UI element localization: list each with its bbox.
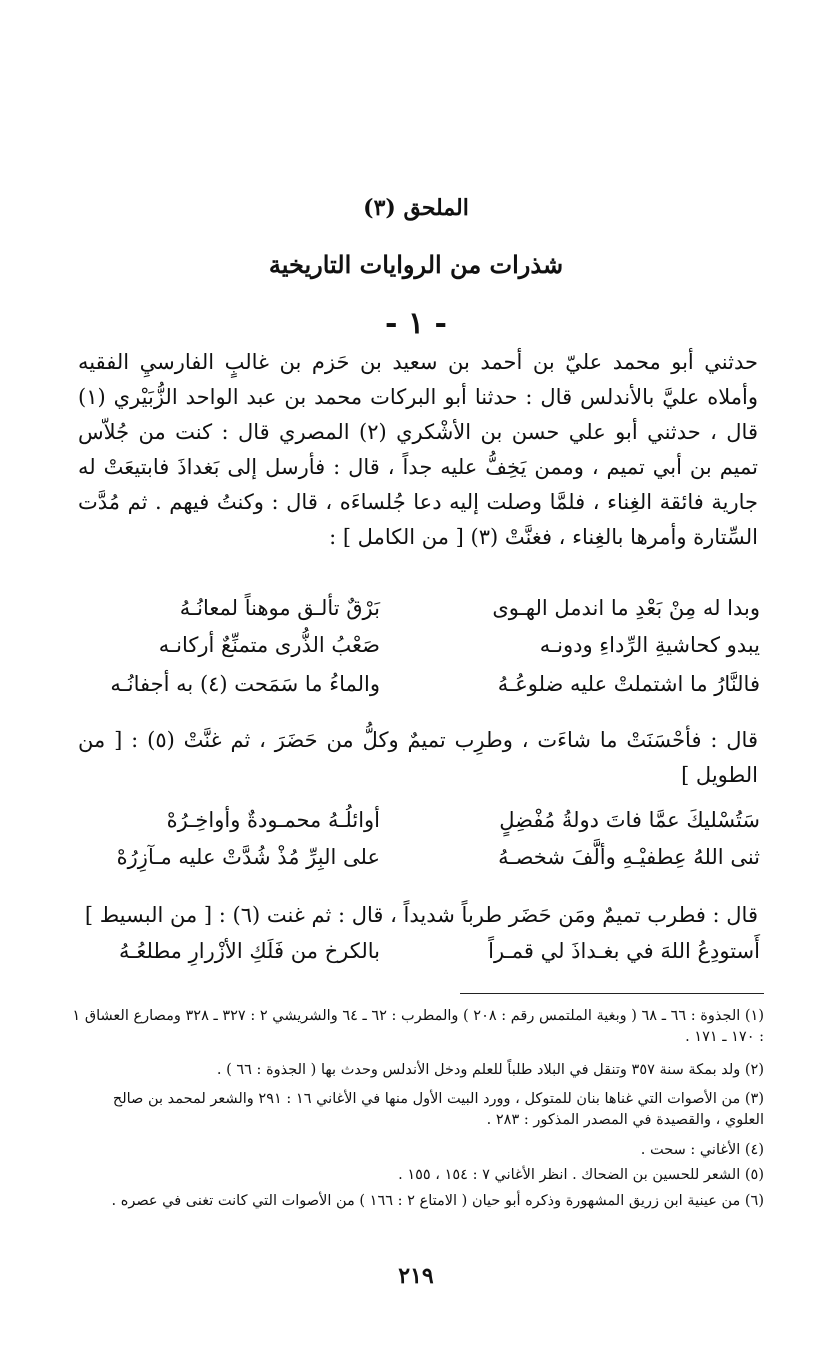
verse-second-hemistich: والماءُ ما سَمَحت (٤) به أجفانُـه	[110, 672, 380, 696]
section-number: - ١ -	[385, 306, 447, 341]
verse-first-hemistich: يبدو كحاشيةِ الرِّداءِ ودونـه	[539, 633, 760, 657]
verse-second-hemistich: بَرْقٌ تألـق موهناً لمعانُـهُ	[179, 596, 380, 620]
narration-paragraph: حدثني أبو محمد عليّ بن أحمد بن سعيد بن حَزم بن غالبٍ الفارسيِ الفقيه وأملاه عليَّ بالأندلس قال : حدثنا أبو البركات محمد بن عبد الواحد الزُّبَيْري (١) قال ، حدثني أبو علي حسن بن الأشْكري (٢) المصري قال : كنت من جُلاّس تميم بن أبي تميم ، وممن يَخِفُّ عليه جداً ، قال : فأرسل إلى بَغداذَ فابتيعَتْ له جارية فائقة الغِناء ، فلمَّا وصلت إليه دعا جُلساءَه ، قال : وكنتُ فيهم . ثم مُدَّت السِّتارة وأمرها بالغِناء ، فغنَّتْ (٣) [ من الكامل ] :	[78, 350, 758, 549]
footnote: (١) الجذوة : ٦٦ ـ ٦٨ ( وبغية الملتمس رقم : ٢٠٨ ) والمطرب : ٦٢ ـ ٦٤ والشريشي ٢ : ٣٢٧ ـ ٣٢٨ ومصارع العشاق ١ : ١٧٠ ـ ١٧١ .	[72, 1008, 764, 1045]
verse-line	[80, 939, 760, 975]
verse-first-hemistich: وبدا له مِنْ بَعْدِ ما اندمل الهـوى	[492, 596, 760, 620]
verse-line	[80, 596, 760, 632]
footnote: (٢) ولد بمكة سنة ٣٥٧ وتنقل في البلاد طلباً للعلم ودخل الأندلس وحدث بها ( الجذوة : ٦٦ ) .	[216, 1062, 764, 1078]
narration-paragraph: قال : فأحْسَنَتْ ما شاءَت ، وطرِب تميمٌ وكلُّ من حَضَرَ ، ثم غنَّتْ (٥) : [ من الطويل ]	[78, 728, 758, 787]
verse-line	[80, 845, 760, 881]
verse-second-hemistich: أوائلُـهُ محمـودةٌ وأواخِـرُهْ	[166, 808, 380, 832]
footnote: (٦) من عينية ابن زريق المشهورة وذكره أبو حيان ( الامتاع ٢ : ١٦٦ ) من الأصوات التي كانت تغنى في عصره .	[111, 1193, 764, 1209]
verse-second-hemistich: بالكرخ من فَلَكِ الأزْرارِ مطلعُـهُ	[118, 939, 380, 963]
narration-paragraph: قال : فطرب تميمٌ ومَن حَضَر طرباً شديداً ، قال : ثم غنت (٦) : [ من البسيط ]	[84, 903, 758, 927]
chapter-title: شذرات من الروايات التاريخية	[268, 250, 564, 279]
verse-line	[80, 808, 760, 844]
verse-first-hemistich: ثنى اللهُ عِطفيْـهِ وألَّفَ شخصـهُ	[498, 845, 760, 869]
verse-line	[80, 633, 760, 669]
verse-second-hemistich: صَعْبُ الذُّرى متمنِّعٌ أركانـه	[158, 633, 380, 657]
appendix-heading: الملحق (٣)	[363, 195, 469, 221]
footnote: (٤) الأغاني : سحت .	[640, 1142, 764, 1158]
verse-second-hemistich: على البِرِّ مُذْ شُدَّتْ عليه مـآزِرُهْ	[116, 845, 380, 869]
verse-first-hemistich: فالنَّارُ ما اشتملتْ عليه ضلوعُـهُ	[497, 672, 760, 696]
footnote-divider	[460, 993, 764, 994]
verse-first-hemistich: أَستودِعُ اللهَ في بغـداذَ لي قمـراً	[488, 939, 760, 963]
footnote: (٣) من الأصوات التي غناها بنان للمتوكل ، وورد البيت الأول منها في الأغاني ١٦ : ٢٩١ والشعر لمحمد بن صالح العلوي ، والقصيدة في المصدر المذكور : ٢٨٣ .	[112, 1091, 764, 1128]
page-number: ٢١٩	[398, 1263, 434, 1289]
verse-line	[80, 672, 760, 708]
verse-first-hemistich: سَتُسْليكَ عمَّا فاتَ دولةُ مُفْضِلٍ	[499, 808, 760, 832]
footnote: (٥) الشعر للحسين بن الضحاك . انظر الأغاني ٧ : ١٥٤ ، ١٥٥ .	[398, 1167, 764, 1183]
